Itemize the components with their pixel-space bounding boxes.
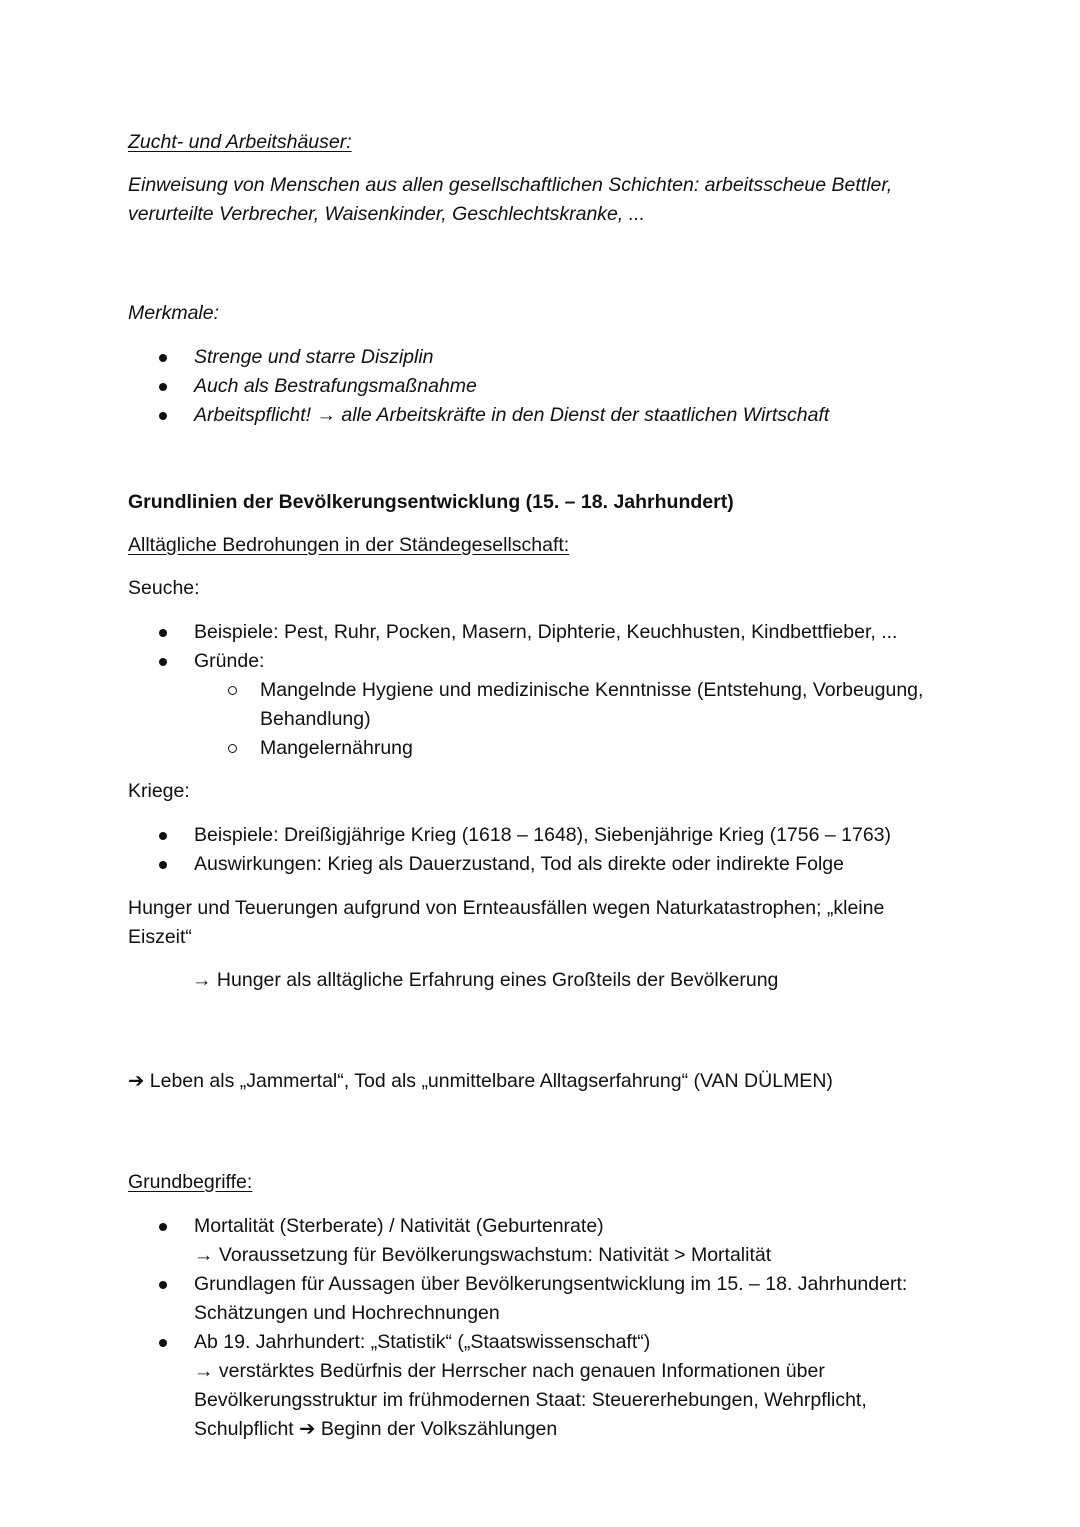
- gruende-label: Gründe:: [194, 650, 265, 672]
- item-line: → Voraussetzung für Bevölkerungswachstum: Nativität > Mortalität: [194, 1244, 772, 1266]
- item-line: → verstärktes Bedürfnis der Herrscher nach genauen Informationen über Bevölkerungsstruktur im frühmodernen Staat: Steuererhebungen, Wehrpflicht, Schulpflicht ➔ Beginn der Volkszählungen: [194, 1360, 867, 1440]
- list-item: Beispiele: Dreißigjährige Krieg (1618 – 1648), Siebenjährige Krieg (1756 – 1763): [128, 821, 948, 850]
- list-item: Auch als Bestrafungsmaßnahme: [128, 372, 948, 401]
- seuche-list: [128, 618, 948, 763]
- hunger-paragraph: Hunger und Teuerungen aufgrund von Ernteausfällen wegen Naturkatastrophen; „kleine Eiszeit“: [128, 897, 885, 948]
- list-item: [128, 1212, 948, 1270]
- grundbegriffe-list: [128, 1212, 948, 1444]
- item-line: Ab 19. Jahrhundert: „Statistik“ („Staatswissenschaft“): [194, 1331, 651, 1353]
- list-item: [128, 1270, 948, 1328]
- subheading-bedrohungen: Alltägliche Bedrohungen in der Ständegesellschaft:: [128, 534, 570, 556]
- list-item: Mangelnde Hygiene und medizinische Kenntnisse (Entstehung, Vorbeugung, Behandlung): [194, 676, 948, 734]
- list-item: Beispiele: Pest, Ruhr, Pocken, Masern, Diphterie, Keuchhusten, Kindbettfieber, ...: [128, 618, 948, 647]
- merkmale-list: [128, 343, 948, 430]
- kriege-list: [128, 821, 948, 879]
- kriege-label: Kriege:: [128, 780, 190, 802]
- gruende-list: [194, 676, 948, 763]
- heading-grundbegriffe: Grundbegriffe:: [128, 1171, 253, 1193]
- item-line: Grundlagen für Aussagen über Bevölkerungsentwicklung im 15. – 18. Jahrhundert: Schätzungen und Hochrechnungen: [194, 1273, 908, 1324]
- conclusion-line: [128, 1067, 948, 1096]
- list-item: Strenge und starre Disziplin: [128, 343, 948, 372]
- conclusion-text: Leben als „Jammertal“, Tod als „unmittelbare Alltagserfahrung“ (VAN DÜLMEN): [149, 1070, 833, 1092]
- list-item: [128, 647, 948, 763]
- arrow-icon: ➔: [128, 1070, 145, 1092]
- list-item: Arbeitspflicht! → alle Arbeitskräfte in den Dienst der staatlichen Wirtschaft: [128, 401, 948, 430]
- list-item: Auswirkungen: Krieg als Dauerzustand, Tod als direkte oder indirekte Folge: [128, 850, 948, 879]
- list-item: [128, 1328, 948, 1444]
- list-item: Mangelernährung: [194, 734, 948, 763]
- merkmale-label: Merkmale:: [128, 302, 220, 324]
- item-line: Mortalität (Sterberate) / Nativität (Geburtenrate): [194, 1215, 604, 1237]
- hunger-arrow-line: → Hunger als alltägliche Erfahrung eines Großteils der Bevölkerung: [192, 969, 779, 991]
- heading-zuchthaeuser: Zucht- und Arbeitshäuser:: [128, 131, 352, 153]
- seuche-label: Seuche:: [128, 577, 200, 599]
- intro-paragraph: Einweisung von Menschen aus allen gesellschaftlichen Schichten: arbeitsscheue Bettler, verurteilte Verbrecher, Waisenkinder, Geschlechtskranke, ...: [128, 174, 893, 225]
- section-title: Grundlinien der Bevölkerungsentwicklung (15. – 18. Jahrhundert): [128, 491, 734, 513]
- document-page: [128, 128, 948, 1444]
